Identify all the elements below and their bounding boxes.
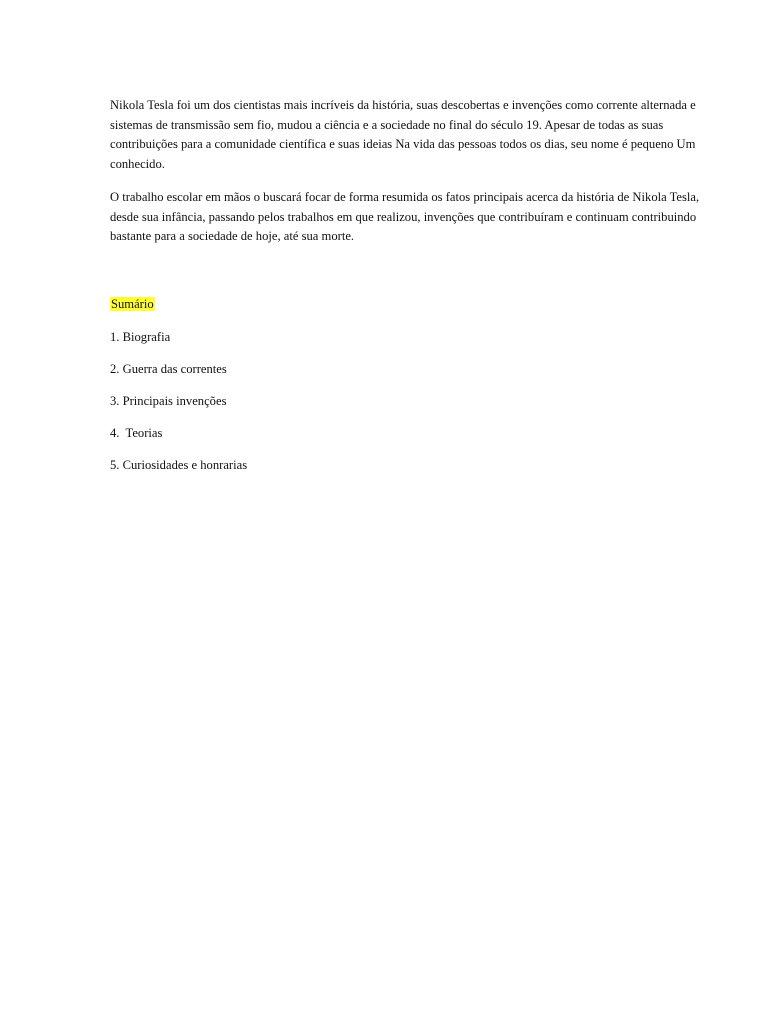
summary-item-principais-invencoes: 3. Principais invenções: [110, 394, 227, 408]
purpose-paragraph: O trabalho escolar em mãos o buscará focar de forma resumida os fatos principais acerca da história de Nikola Tesla, desde sua infância, passando pelos trabalhos em que realizou, invenções que contribuíram e continuam contribuindo bastante para a sociedade de hoje, até sua morte.: [110, 190, 700, 243]
summary-heading: [110, 295, 155, 313]
summary-item-biografia: 1. Biografia: [110, 330, 171, 344]
summary-heading-text: Sumário: [111, 297, 154, 311]
summary-item-curiosidades-e-honrarias: 5. Curiosidades e honrarias: [110, 458, 248, 472]
summary-item-teorias: 4. Teorias: [110, 426, 163, 440]
summary-list: [110, 328, 247, 488]
intro-paragraph: Nikola Tesla foi um dos cientistas mais incríveis da história, suas descobertas e invenções como corrente alternada e sistemas de transmissão sem fio, mudou a ciência e a sociedade no final do século 19. Apesar de todas as suas contribuições para a comunidade científica e suas ideias Na vida das pessoas todos os dias, seu nome é pequeno Um conhecido.: [110, 98, 696, 171]
summary-item-guerra-das-correntes: 2. Guerra das correntes: [110, 362, 227, 376]
document-body: [110, 96, 700, 247]
